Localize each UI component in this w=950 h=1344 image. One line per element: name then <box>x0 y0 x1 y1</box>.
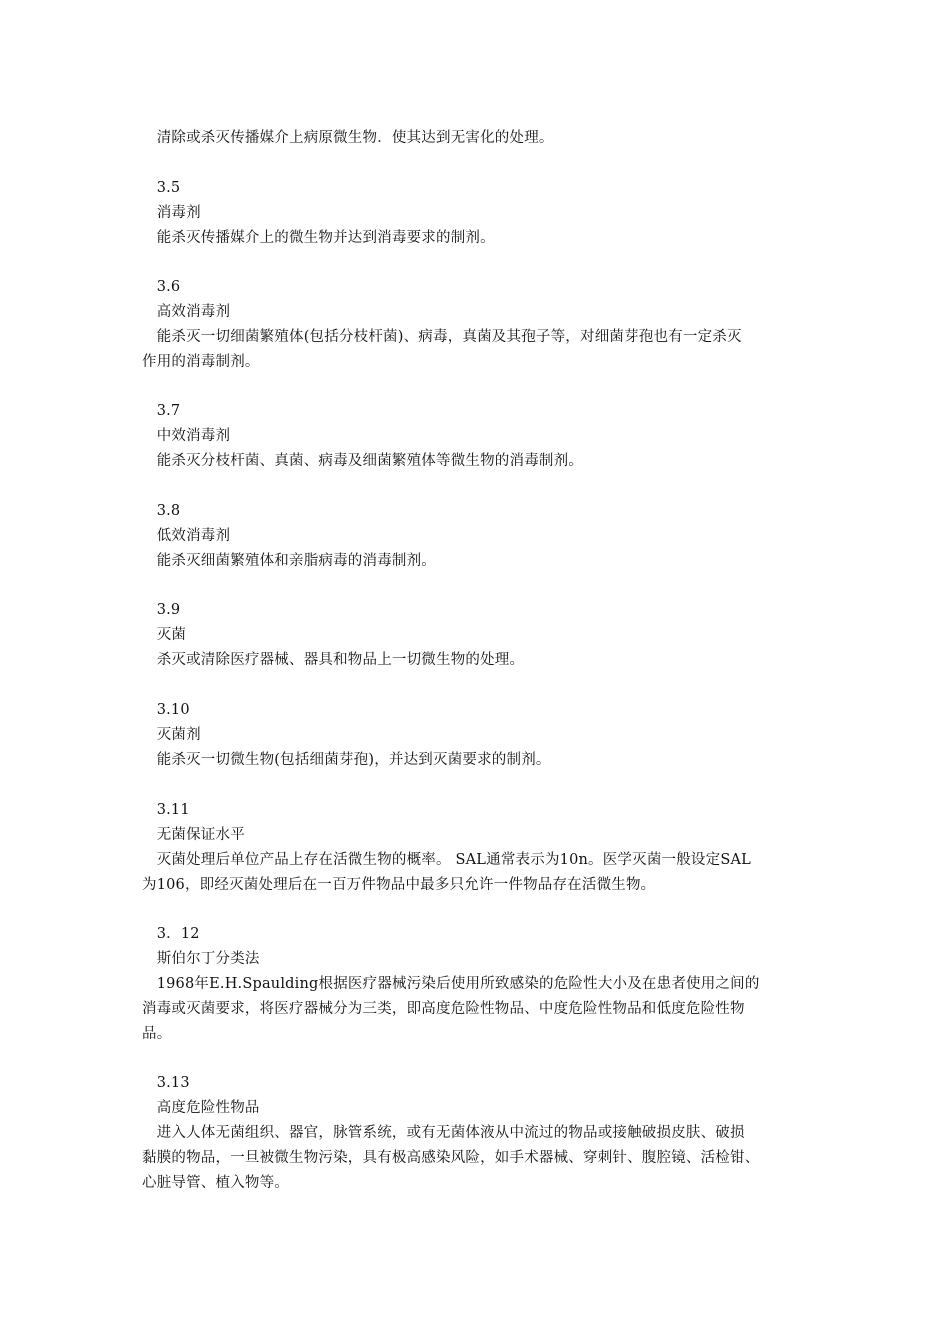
section-definition-line: 为106，即经灭菌处理后在一百万件物品中最多只允许一件物品存在活微生物。 <box>142 877 656 893</box>
intro-paragraph: 清除或杀灭传播媒介上病原微生物．使其达到无害化的处理。 <box>142 130 554 146</box>
section-definition-line: 消毒或灭菌要求，将医疗器械分为三类，即高度危险性物品、中度危险性物品和低度危险性物 <box>142 1001 745 1017</box>
section-number: 3.13 <box>142 1075 190 1091</box>
section-definition-line: 心脏导管、植入物等。 <box>142 1175 289 1191</box>
section-definition-line: 作用的消毒制剂。 <box>142 354 260 370</box>
section-term: 灭菌 <box>142 627 187 643</box>
section-definition-line: 灭菌处理后单位产品上存在活微生物的概率。 SAL通常表示为10n。医学灭菌一般设定SAL <box>142 852 751 868</box>
section-number: 3.9 <box>142 602 181 618</box>
section-term: 灭菌剂 <box>142 727 201 743</box>
section-term: 高效消毒剂 <box>142 304 231 320</box>
section-number: 3.6 <box>142 279 181 295</box>
section-definition-line: 能杀灭分枝杆菌、真菌、病毒及细菌繁殖体等微生物的消毒制剂。 <box>142 453 583 469</box>
section-number: 3．12 <box>142 926 200 942</box>
section-number: 3.8 <box>142 503 181 519</box>
section-definition-line: 能杀灭传播媒介上的微生物并达到消毒要求的制剂。 <box>142 230 495 246</box>
section-term: 消毒剂 <box>142 205 201 221</box>
section-definition-line: 能杀灭一切细菌繁殖体(包括分枝杆菌)、病毒，真菌及其孢子等，对细菌芽孢也有一定杀灭 <box>142 329 742 345</box>
section-term: 中效消毒剂 <box>142 428 231 444</box>
section-number: 3.5 <box>142 180 181 196</box>
section-term: 低效消毒剂 <box>142 528 231 544</box>
section-term: 高度危险性物品 <box>142 1100 260 1116</box>
section-definition-line: 1968年E.H.Spaulding根据医疗器械污染后使用所致感染的危险性大小及在患者使用之间的 <box>142 976 760 992</box>
section-number: 3.11 <box>142 802 190 818</box>
section-number: 3.7 <box>142 403 181 419</box>
section-definition-line: 黏膜的物品，一旦被微生物污染，具有极高感染风险，如手术器械、穿刺针、腹腔镜、活检钳、 <box>142 1150 760 1166</box>
section-term: 无菌保证水平 <box>142 827 245 843</box>
section-definition-line: 品。 <box>142 1026 172 1042</box>
section-definition-line: 杀灭或清除医疗器械、器具和物品上一切微生物的处理。 <box>142 652 525 668</box>
section-definition-line: 能杀灭一切微生物(包括细菌芽孢)，并达到灭菌要求的制剂。 <box>142 752 551 768</box>
section-number: 3.10 <box>142 702 190 718</box>
section-definition-line: 进入人体无菌组织、器官，脉管系统，或有无菌体液从中流过的物品或接触破损皮肤、破损 <box>142 1125 745 1141</box>
section-definition-line: 能杀灭细菌繁殖体和亲脂病毒的消毒制剂。 <box>142 553 436 569</box>
section-term: 斯伯尔丁分类法 <box>142 951 260 967</box>
